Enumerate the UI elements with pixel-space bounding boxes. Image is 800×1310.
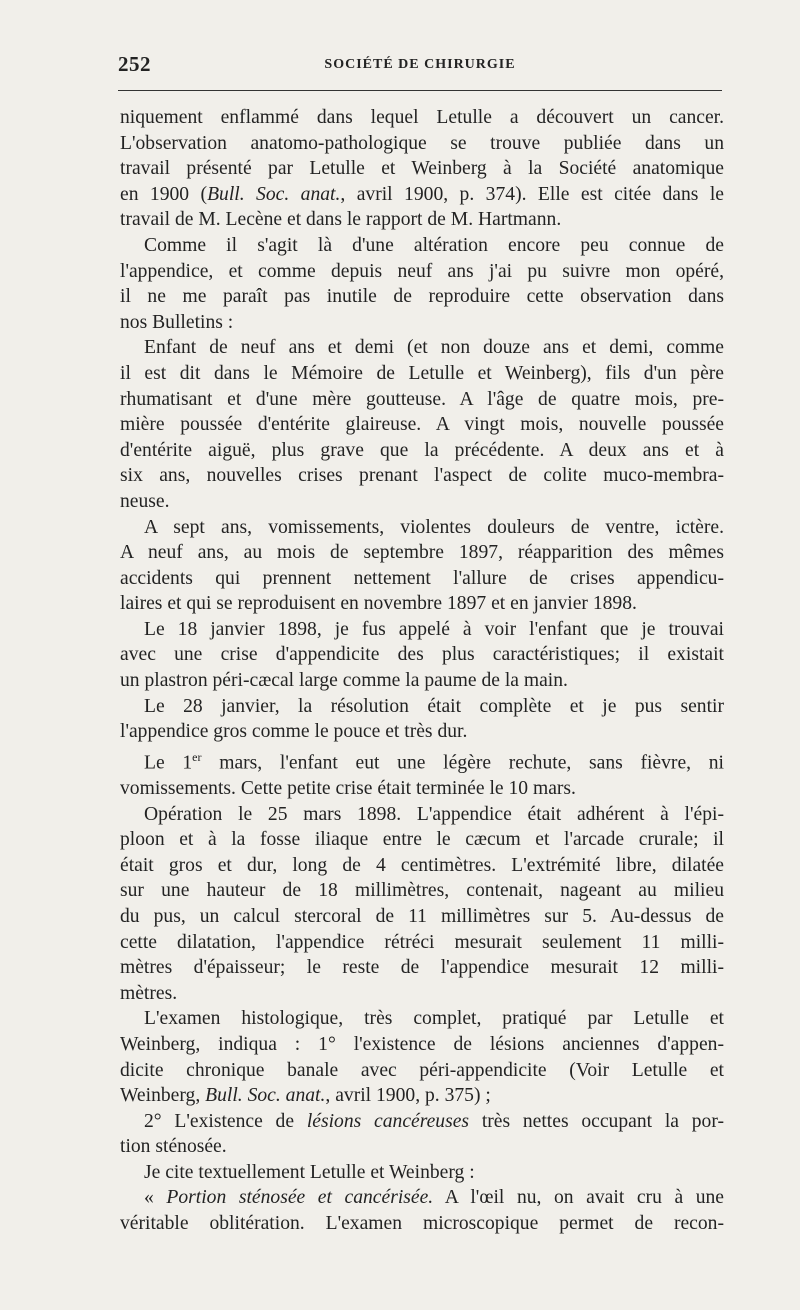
italic-citation: Bull. Soc. anat.: [207, 183, 341, 205]
text-run: A neuf ans, au mois de septembre 1897, réapparition des mêmes: [120, 542, 724, 564]
text-line: [120, 131, 724, 157]
page-number: 252: [118, 52, 151, 76]
text-run: nos Bulletins :: [120, 311, 234, 333]
text-line: [120, 182, 724, 208]
text-run: Weinberg,: [120, 1085, 206, 1107]
body-text: [120, 105, 724, 1237]
text-line: [120, 930, 724, 956]
text-run: L'observation anatomo-pathologique se trouve publiée dans un: [120, 132, 724, 154]
text-line: [120, 642, 724, 668]
text-line: [120, 878, 724, 904]
text-line: [120, 776, 724, 802]
text-run: accidents qui prennent nettement l'allure de crises appendicu-: [120, 567, 724, 589]
text-run: rhumatisant et d'une mère goutteuse. A l'âge de quatre mois, pre-: [120, 388, 724, 410]
text-run: du pus, un calcul stercoral de 11 millimètres sur 5. Au-dessus de: [120, 905, 724, 927]
text-line: [120, 566, 724, 592]
text-run: Le 18 janvier 1898, je fus appelé à voir l'enfant que je trouvai: [144, 618, 724, 640]
text-line: [120, 955, 724, 981]
text-run: L'examen histologique, très complet, pratiqué par Letulle et: [144, 1008, 724, 1030]
text-run: Je cite textuellement Letulle et Weinberg :: [144, 1161, 475, 1183]
text-run: mètres d'épaisseur; le reste de l'appendice mesurait 12 milli-: [120, 957, 724, 979]
text-run: Opération le 25 mars 1898. L'appendice était adhérent à l'épi-: [144, 803, 724, 825]
text-run: travail de M. Lecène et dans le rapport de M. Hartmann.: [120, 209, 562, 231]
text-line: [120, 1160, 724, 1186]
text-run: il est dit dans le Mémoire de Letulle et Weinberg), fils d'un père: [120, 362, 724, 384]
text-line: [120, 1109, 724, 1135]
italic-citation: Bull. Soc. anat.: [205, 1085, 326, 1107]
text-run: A sept ans, vomissements, violentes douleurs de ventre, ictère.: [144, 516, 724, 538]
text-line: [120, 489, 724, 515]
text-run: Le 1: [144, 752, 193, 774]
text-line: [120, 745, 724, 776]
text-line: [120, 335, 724, 361]
text-line: [120, 668, 724, 694]
text-line: [120, 540, 724, 566]
text-run: , avril 1900, p. 374). Elle est citée dans le: [340, 183, 724, 205]
italic-citation: lésions cancéreuses: [306, 1110, 470, 1132]
running-head: SOCIÉTÉ DE CHIRURGIE: [324, 57, 516, 72]
text-run: Weinberg, indiqua : 1° l'existence de lésions anciennes d'appen-: [120, 1033, 724, 1055]
text-run: en 1900 (: [120, 183, 208, 205]
text-line: [120, 515, 724, 541]
text-line: [120, 904, 724, 930]
superscript: er: [192, 749, 202, 764]
text-line: [120, 412, 724, 438]
text-line: [120, 802, 724, 828]
text-line: [120, 1211, 724, 1237]
text-run: neuse.: [120, 490, 170, 512]
text-run: , avril 1900, p. 375) ;: [325, 1085, 491, 1107]
text-run: mière poussée d'entérite glaireuse. A vingt mois, nouvelle poussée: [120, 414, 724, 436]
text-run: 2° L'existence de: [144, 1110, 307, 1132]
text-run: très nettes occupant la por-: [469, 1110, 724, 1132]
text-run: était gros et dur, long de 4 centimètres. L'extrémité libre, dilatée: [120, 854, 724, 876]
text-line: [120, 617, 724, 643]
text-line: [120, 1134, 724, 1160]
text-line: [120, 853, 724, 879]
text-run: six ans, nouvelles crises prenant l'aspect de colite muco-membra-: [120, 465, 724, 487]
text-line: [120, 207, 724, 233]
text-run: dicite chronique banale avec péri-appendicite (Voir Letulle et: [120, 1059, 724, 1081]
text-run: l'appendice, et comme depuis neuf ans j'ai pu suivre mon opéré,: [120, 260, 724, 282]
text-run: vomissements. Cette petite crise était terminée le 10 mars.: [120, 777, 576, 799]
text-run: niquement enflammé dans lequel Letulle a découvert un cancer.: [120, 107, 724, 128]
text-line: [120, 233, 724, 259]
header-rule: [118, 90, 722, 91]
text-line: [120, 361, 724, 387]
text-run: d'entérite aiguë, plus grave que la précédente. A deux ans et à: [120, 439, 724, 461]
text-line: [120, 259, 724, 285]
text-line: [120, 1006, 724, 1032]
text-run: il ne me paraît pas inutile de reproduire cette observation dans: [120, 286, 724, 308]
text-line: [120, 981, 724, 1007]
text-run: un plastron péri-cæcal large comme la paume de la main.: [120, 670, 568, 692]
text-run: sur une hauteur de 18 millimètres, contenait, nageant au milieu: [120, 880, 724, 902]
text-line: [120, 105, 724, 131]
text-line: [120, 438, 724, 464]
text-line: [120, 387, 724, 413]
text-run: travail présenté par Letulle et Weinberg à la Société anatomique: [120, 158, 724, 180]
text-line: [120, 1058, 724, 1084]
text-run: tion sténosée.: [120, 1136, 227, 1158]
text-run: Le 28 janvier, la résolution était complète et je pus sentir: [144, 695, 724, 717]
text-line: [120, 284, 724, 310]
text-line: [120, 463, 724, 489]
text-line: [120, 827, 724, 853]
text-run: l'appendice gros comme le pouce et très dur.: [120, 721, 468, 743]
text-line: [120, 1032, 724, 1058]
text-run: cette dilatation, l'appendice rétréci mesurait seulement 11 milli-: [120, 931, 724, 953]
text-run: A l'œil nu, on avait cru à une: [433, 1187, 725, 1209]
text-run: avec une crise d'appendicite des plus caractéristiques; il existait: [120, 644, 724, 666]
italic-citation: Portion sténosée et cancérisée.: [166, 1187, 434, 1209]
text-line: [120, 694, 724, 720]
text-line: [120, 1083, 724, 1109]
text-run: véritable oblitération. L'examen microscopique permet de recon-: [120, 1213, 724, 1235]
page-header: [118, 50, 722, 78]
text-run: «: [144, 1187, 167, 1209]
text-run: mètres.: [120, 982, 178, 1004]
text-line: [120, 591, 724, 617]
text-run: mars, l'enfant eut une légère rechute, sans fièvre, ni: [201, 752, 724, 774]
text-run: Enfant de neuf ans et demi (et non douze ans et demi, comme: [144, 337, 724, 359]
text-run: Comme il s'agit là d'une altération encore peu connue de: [144, 234, 724, 256]
text-line: [120, 156, 724, 182]
text-run: laires et qui se reproduisent en novembre 1897 et en janvier 1898.: [120, 593, 637, 615]
text-line: [120, 719, 724, 745]
text-line: [120, 1185, 724, 1211]
text-run: ploon et à la fosse iliaque entre le cæcum et l'arcade crurale; il: [120, 829, 724, 851]
text-line: [120, 310, 724, 336]
